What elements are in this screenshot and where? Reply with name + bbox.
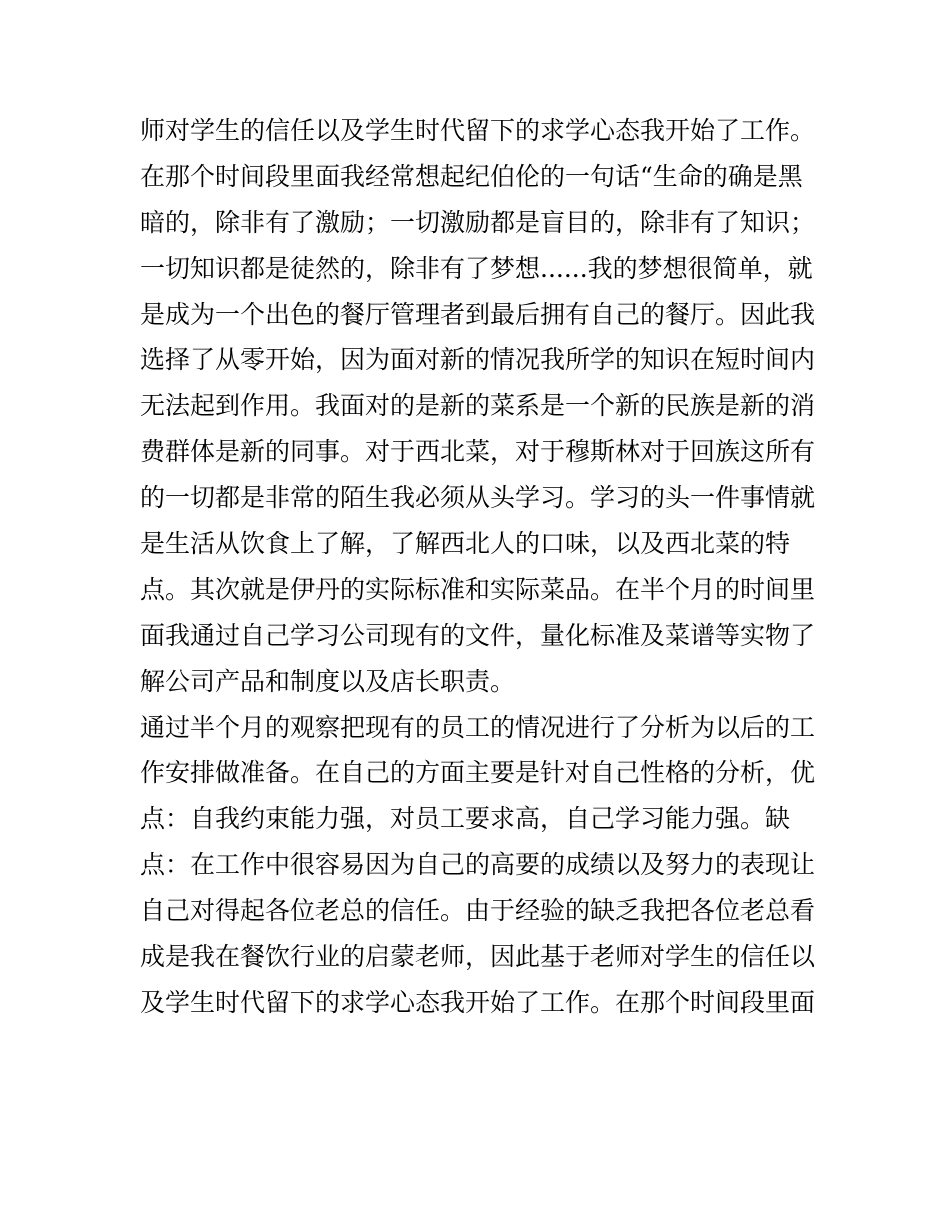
- text-line: 费群体是新的同事。对于西北菜，对于穆斯林对于回族这所有: [140, 437, 816, 467]
- text-line: 无法起到作用。我面对的是新的菜系是一个新的民族是新的消: [140, 391, 816, 421]
- text-line: 师对学生的信任以及学生时代留下的求学心态我开始了工作。: [140, 116, 816, 145]
- text-line: 在那个时间段里面我经常想起纪伯伦的一句话“生命的确是黑: [140, 161, 803, 191]
- text-line: 一切知识都是徒然的，除非有了梦想......我的梦想很简单，就: [140, 253, 813, 283]
- text-line: 面我通过自己学习公司现有的文件，量化标准及菜谱等实物了: [140, 620, 816, 650]
- text-line: 作安排做准备。在自己的方面主要是针对自己性格的分析，优: [140, 758, 816, 788]
- body-text: [140, 108, 820, 1026]
- text-line: 解公司产品和制度以及店长职责。: [140, 666, 516, 696]
- text-line: 通过半个月的观察把现有的员工的情况进行了分析为以后的工: [140, 712, 816, 742]
- text-line: 点：自我约束能力强，对员工要求高，自己学习能力强。缺: [140, 804, 791, 834]
- text-line: 暗的，除非有了激励；一切激励都是盲目的，除非有了知识；: [140, 207, 816, 237]
- text-line: 点。其次就是伊丹的实际标准和实际菜品。在半个月的时间里: [140, 574, 816, 604]
- text-line: 及学生时代留下的求学心态我开始了工作。在那个时间段里面: [140, 987, 816, 1017]
- text-line: 的一切都是非常的陌生我必须从头学习。学习的头一件事情就: [140, 483, 816, 513]
- text-line: 选择了从零开始，因为面对新的情况我所学的知识在短时间内: [140, 345, 816, 375]
- text-line: 是成为一个出色的餐厅管理者到最后拥有自己的餐厅。因此我: [140, 299, 816, 329]
- text-line: 自己对得起各位老总的信任。由于经验的缺乏我把各位老总看: [140, 896, 816, 926]
- text-line: 成是我在餐饮行业的启蒙老师，因此基于老师对学生的信任以: [140, 942, 816, 972]
- text-line: 是生活从饮食上了解，了解西北人的口味，以及西北菜的特: [140, 529, 791, 559]
- text-line: 点：在工作中很容易因为自己的高要的成绩以及努力的表现让: [140, 850, 816, 880]
